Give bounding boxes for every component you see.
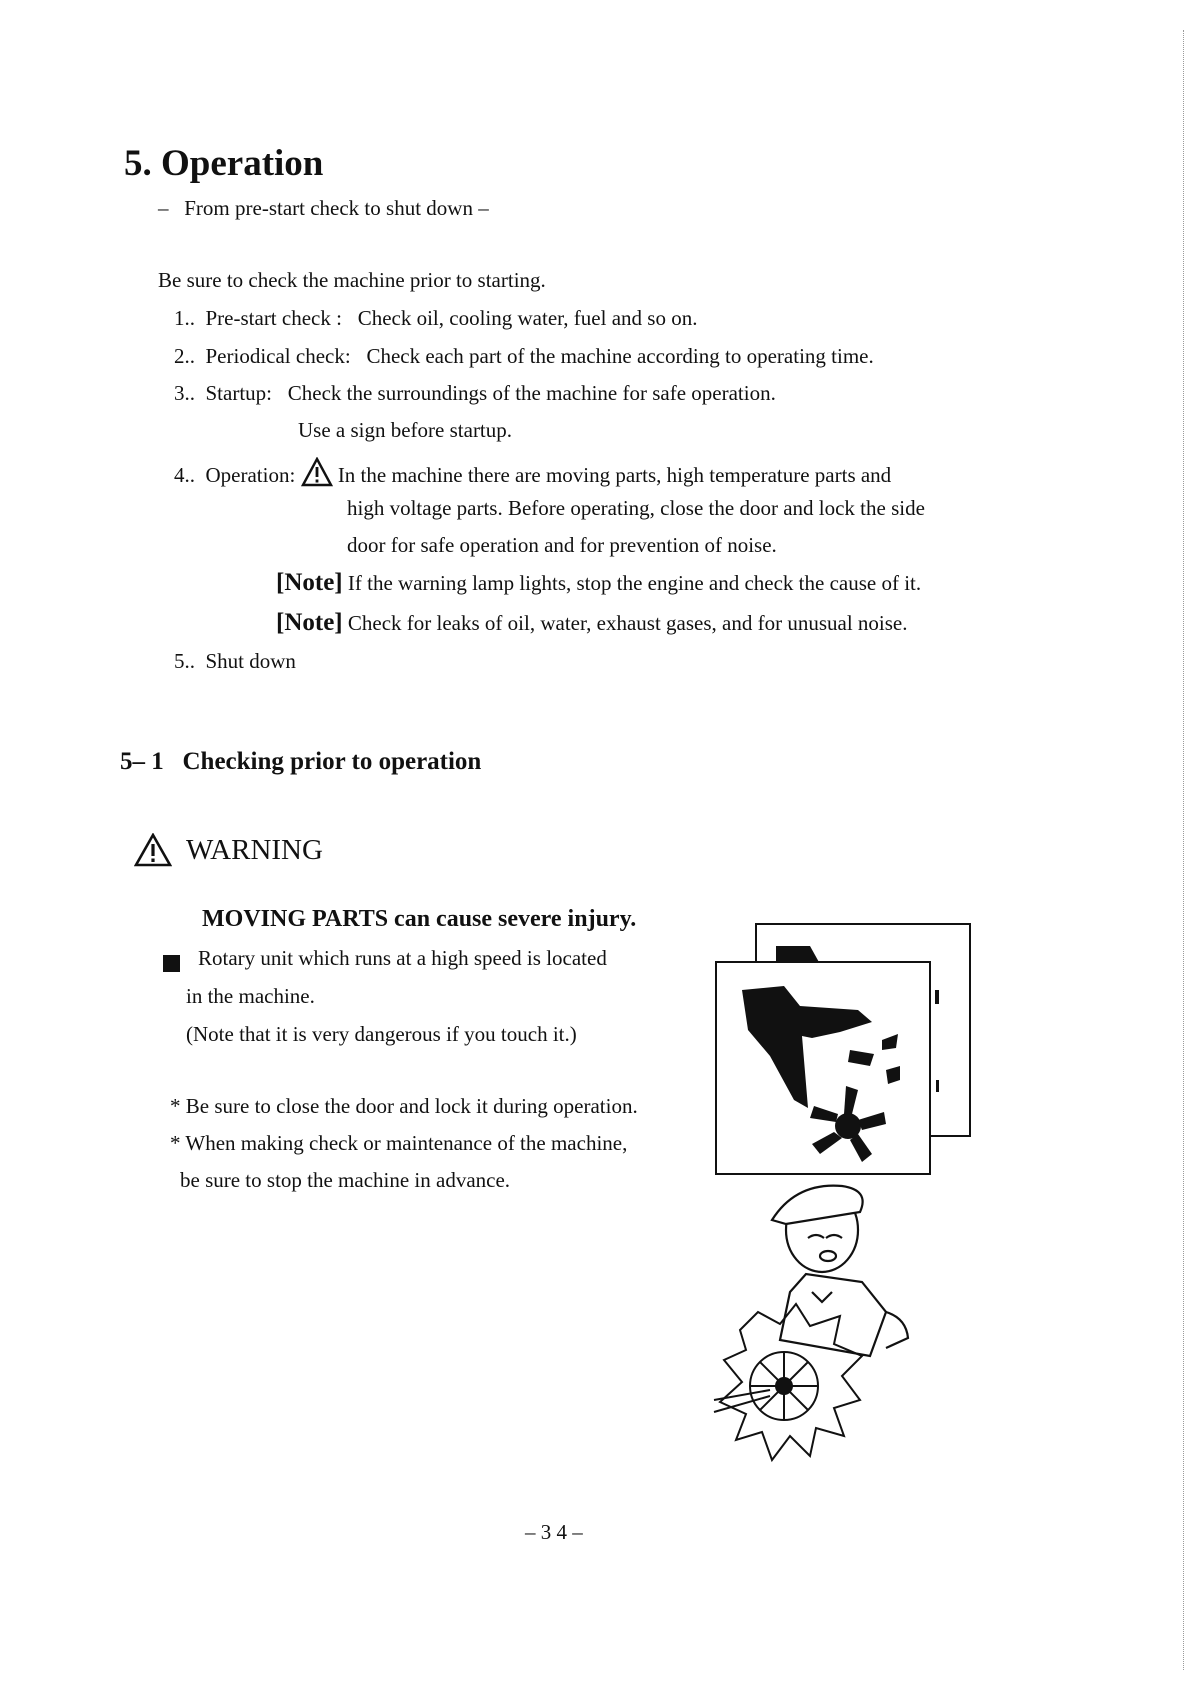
bullet-square [163, 955, 180, 972]
warning-headline: MOVING PARTS can cause severe injury. [202, 906, 637, 932]
warning-triangle-icon [301, 457, 333, 487]
page-title: 5. Operation [124, 143, 324, 184]
intro-text: Be sure to check the machine prior to starting. [158, 268, 546, 292]
step-2: 2.. Periodical check: Check each part of the machine according to operating time. [174, 344, 874, 368]
warning-star-1: * Be sure to close the door and lock it during operation. [170, 1094, 638, 1118]
note-1: [Note] If the warning lamp lights, stop the engine and check the cause of it. [276, 569, 922, 596]
warning-bullet-line-2: in the machine. [186, 984, 315, 1008]
warning-star-2-line-2: be sure to stop the machine in advance. [180, 1168, 511, 1192]
step-5: 5.. Shut down [174, 649, 296, 673]
warning-triangle-icon [134, 833, 172, 867]
page-subtitle: – From pre-start check to shut down – [158, 196, 489, 220]
rotating-fan-hazard-icon [710, 920, 990, 1680]
step-3: 3.. Startup: Check the surroundings of the machine for safe operation. [174, 381, 776, 405]
page-number: – 3 4 – [525, 1520, 583, 1544]
note-2: [Note] Check for leaks of oil, water, exhaust gases, and for unusual noise. [276, 609, 908, 636]
step-4-line-2: high voltage parts. Before operating, close the door and lock the side [347, 496, 925, 520]
section-heading: 5– 1 Checking prior to operation [120, 748, 482, 775]
warning-title: WARNING [186, 834, 323, 866]
warning-star-2: * When making check or maintenance of the machine, [170, 1131, 628, 1155]
step-4: 4.. Operation: In the machine there are moving parts, high temperature parts and [174, 457, 891, 488]
warning-bullet-line-1: Rotary unit which runs at a high speed is located [198, 946, 607, 970]
scan-edge-line [1183, 30, 1184, 1670]
step-1: 1.. Pre-start check : Check oil, cooling water, fuel and so on. [174, 306, 698, 330]
step-3-line-2: Use a sign before startup. [298, 418, 513, 442]
warning-bullet-line-3: (Note that it is very dangerous if you touch it.) [186, 1022, 577, 1046]
step-4-line-3: door for safe operation and for prevention of noise. [347, 533, 777, 557]
